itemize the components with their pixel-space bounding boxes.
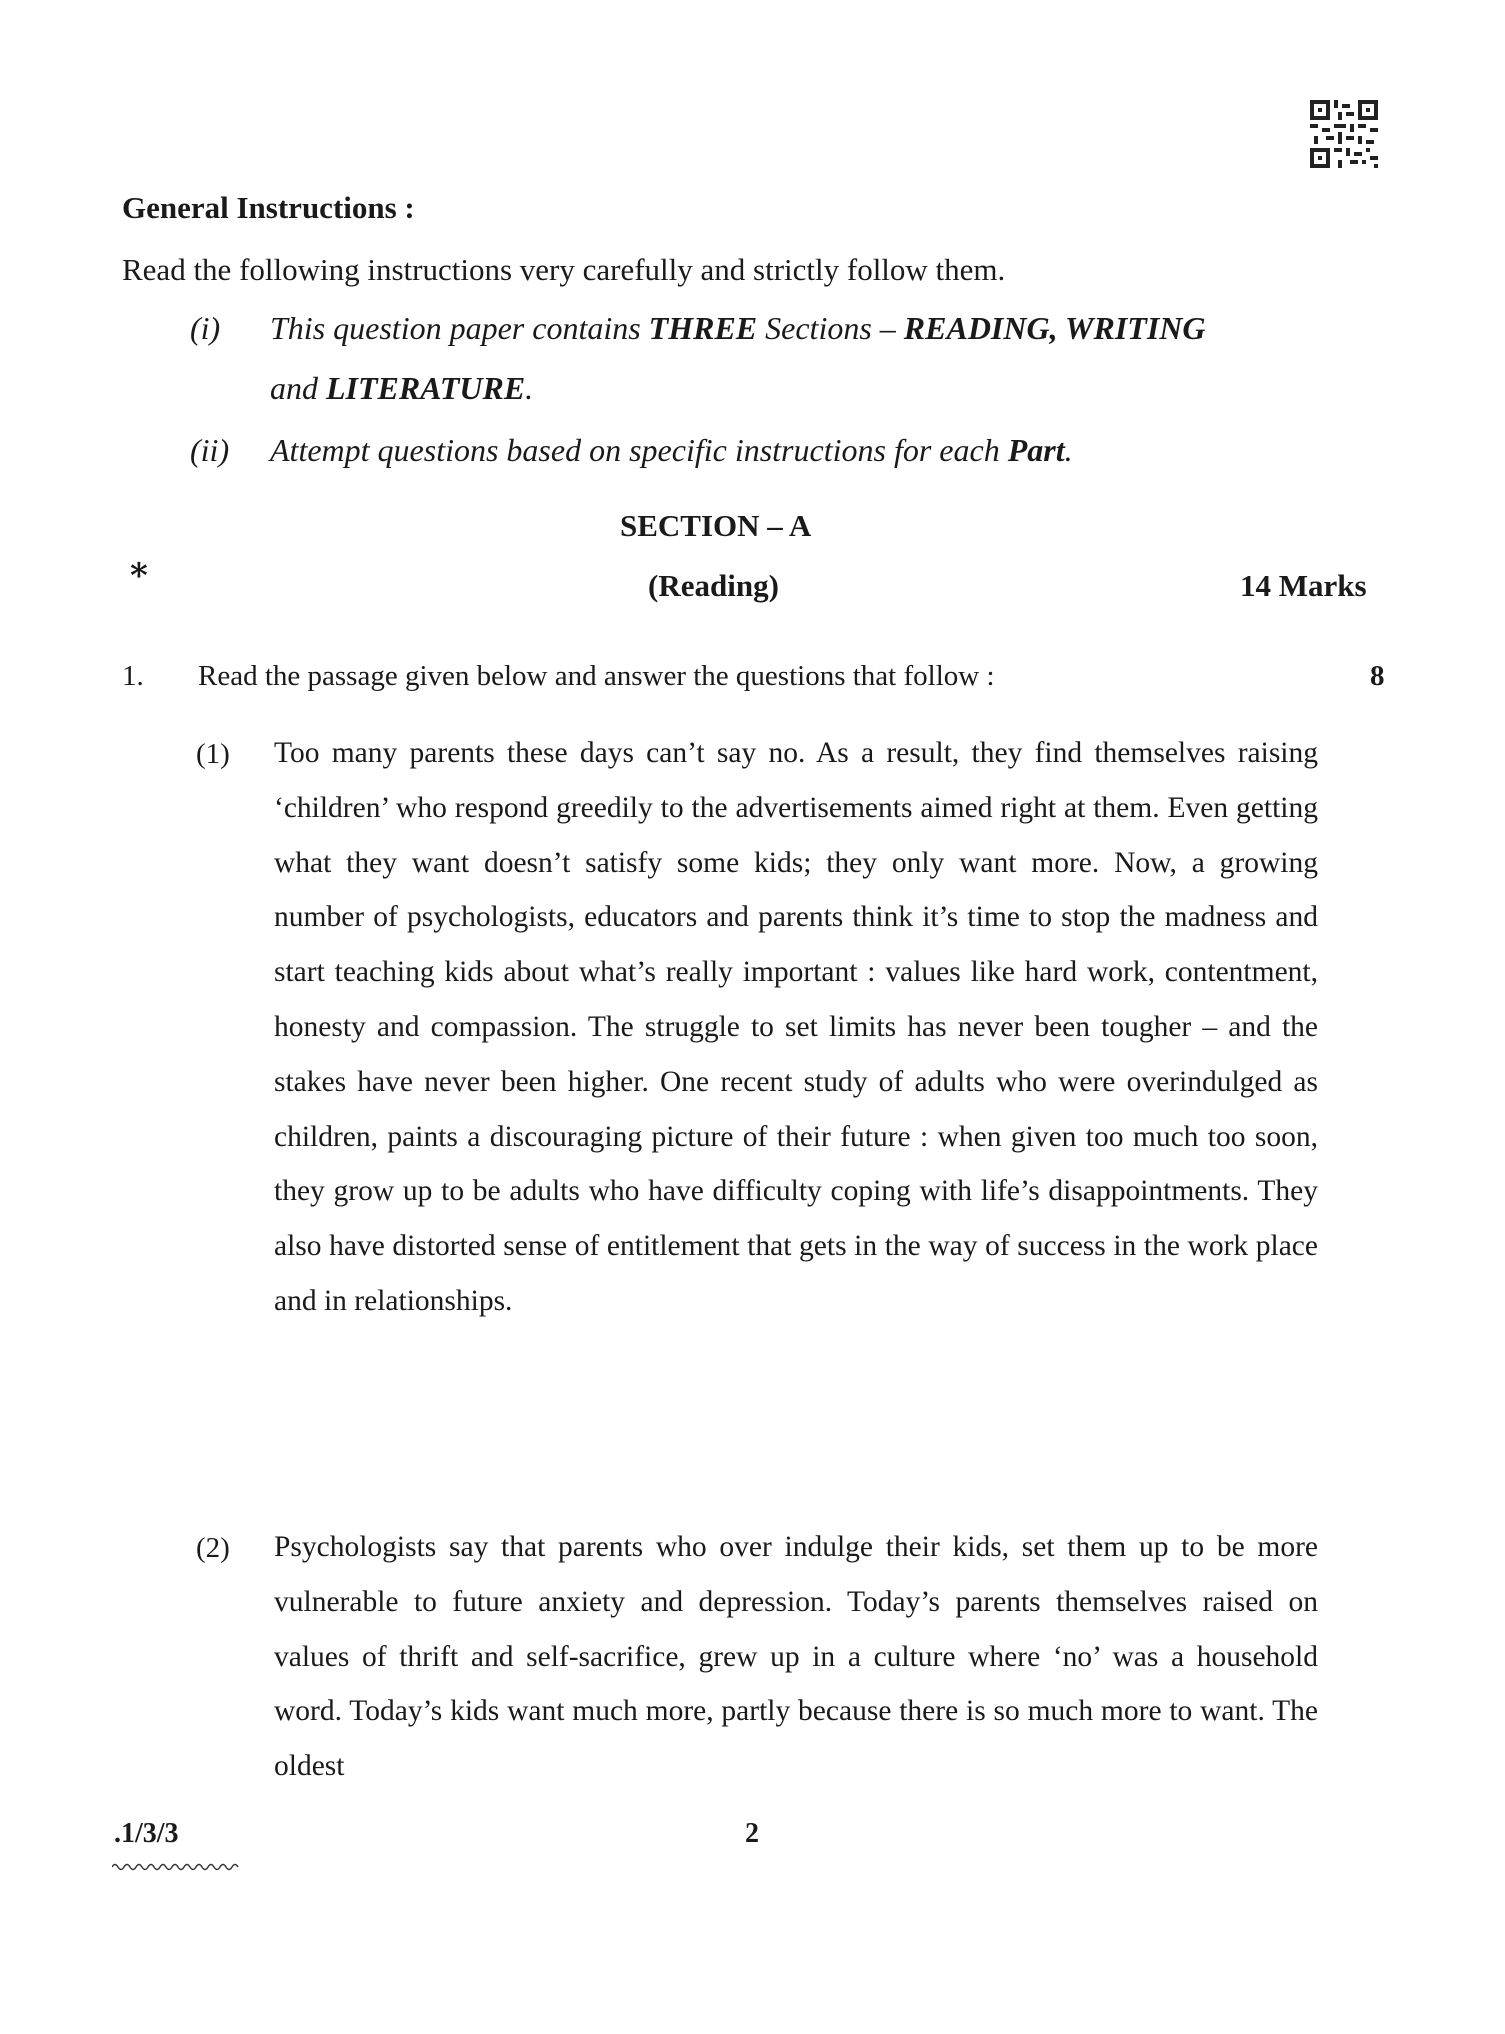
instruction-text: and LITERATURE. bbox=[270, 370, 534, 406]
section-marks: 14 Marks bbox=[1240, 568, 1367, 603]
section-title: SECTION – A bbox=[620, 508, 812, 543]
instruction-text: Attempt questions based on specific instructions for each Part. bbox=[270, 432, 1073, 468]
qr-code-icon bbox=[1310, 100, 1378, 168]
instruction-number: (i) bbox=[190, 310, 221, 346]
instruction-text: This question paper contains THREE Sections – READING, WRITING bbox=[270, 310, 1206, 346]
section-subtitle: (Reading) bbox=[648, 568, 779, 603]
paragraph-text: Psychologists say that parents who over indulge their kids, set them up to be more vulnerable to future anxiety and depression. Today’s parents themselves raised on values of thrift and self-sacrifice, grew up in a culture where ‘no’ was a household word. Today’s kids want much more, partly because there is so much more to want. The oldest bbox=[274, 1531, 1318, 1783]
general-instructions-title: General Instructions : bbox=[122, 190, 415, 225]
instruction-item bbox=[190, 432, 1390, 472]
page-number: 2 bbox=[745, 1818, 759, 1849]
question-marks: 8 bbox=[1370, 660, 1385, 692]
paragraph-number: (2) bbox=[196, 1532, 230, 1564]
instruction-item-continued bbox=[190, 370, 1390, 410]
question-text: Read the passage given below and answer the questions that follow : bbox=[198, 660, 995, 692]
instruction-item bbox=[190, 310, 1390, 350]
wavy-underline-icon bbox=[112, 1862, 242, 1872]
paragraph-number: (1) bbox=[196, 738, 230, 770]
paper-code: .1/3/3 bbox=[114, 1818, 179, 1849]
instruction-number: (ii) bbox=[190, 432, 230, 468]
general-instructions-intro: Read the following instructions very carefully and strictly follow them. bbox=[122, 252, 1006, 287]
question-number: 1. bbox=[122, 660, 144, 692]
star-mark: * bbox=[130, 556, 148, 596]
paragraph-text: Too many parents these days can’t say no. As a result, they find themselves raising ‘children’ who respond greedily to the advertisements aimed right at them. Even getting what they want doesn’t satisfy some kids; they only want more. Now, a growing number of psychologists, educators and parents think it’s time to stop the madness and start teaching kids about what’s really important : values like hard work, contentment, honesty and compassion. The struggle to set limits has never been tougher – and the stakes have never been higher. One recent study of adults who were overindulged as children, paints a discouraging picture of their future : when given too much too soon, they grow up to be adults who have difficulty coping with life’s disappointments. They also have distorted sense of entitlement that gets in the way of success in the work place and in relationships. bbox=[274, 737, 1318, 1317]
